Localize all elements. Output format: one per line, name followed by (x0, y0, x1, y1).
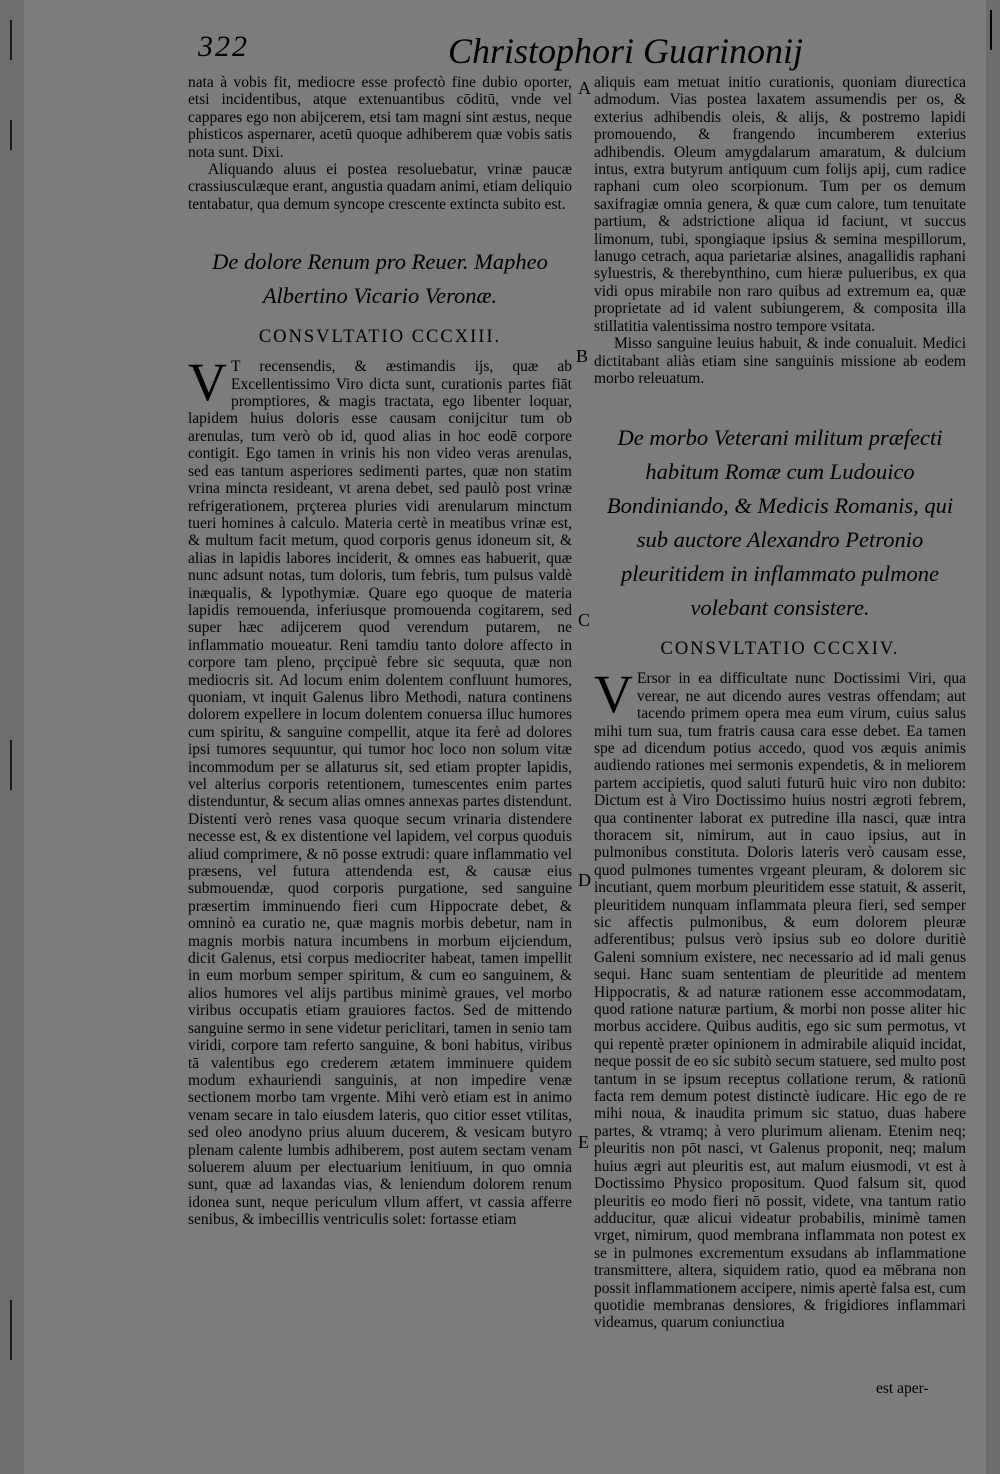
edge-mark (10, 740, 12, 790)
page-number: 322 (198, 30, 249, 63)
right-page-edge (986, 0, 1000, 1474)
margin-letter-b: B (576, 346, 589, 366)
left-column (188, 74, 572, 1229)
drop-cap: V (594, 664, 633, 725)
paragraph-aliquando: Aliquando aluus ei postea resoluebatur, vrinæ paucæ crassiusculæque erant, angustia quadam animi, etiam deliquio tentabatur, qua demum syncope crescente extincta subito est. (188, 161, 572, 213)
paragraph-misso: Misso sanguine leuius habuit, & inde conualuit. Medici dictitabant aliàs etiam sine sanguinis missione ab eodem morbo releuatum. (594, 335, 966, 387)
right-column (594, 74, 966, 1332)
edge-mark (990, 10, 992, 50)
edge-mark (10, 120, 12, 150)
margin-letter-c: C (578, 610, 591, 630)
consultatio-title-314: CONSVLTATIO CCCXIV. (660, 639, 900, 660)
margin-letter-a: A (578, 78, 591, 98)
consultatio-title-313: CONSVLTATIO CCCXIII. (258, 327, 502, 348)
catchword: est aper- (876, 1380, 929, 1397)
edge-mark (10, 1300, 12, 1360)
margin-letter-d: D (578, 870, 591, 890)
section-heading-313: De dolore Renum pro Reuer. Mapheo Albertino Vicario Veronæ. (212, 249, 548, 309)
paragraph-main: Ersor in ea difficultate nunc Doctissimi Viri, qua verear, ne aut dicendo aures vestras offendam; aut tacendo primem opera mea eum virum, cuius salus mihi tum sua, tum fratris causa cara esse debet. Ea tamen spe ad dicendum potius accedo, quod vos æquis animis audiendo rationes mei sermonis expendetis, & in meliorem partem accipietis, quod saluti futurū huic viro non dubito: Dictum est à Viro Doctissimo huius nostri ægroti febrem, qua continenter laborat ex putredine illa nasci, quæ intra thoracem sit, nimirum, aut in cauo ipsius, aut in pulmonibus constituta. Doloris lateris verò causam esse, quod pulmones tumentes vrgeant pleuram, & dolorem sic incutiant, quem morbum pleuritidem esse statuit, & asserit, pleuritidem nunquam inflammata pleura fieri, sed semper sic affectis pulmonibus, & eum dolorem pleuræ adferentibus; pulsus verò ipsius sub eo dolore duritiè Galeni somnium existere, nec necessario ad id mali genus sequi. Hanc suam sententiam de pleuritide ad mentem Hippocratis, & ad naturæ rationem esse accommodatam, quod ratione naturæ partium, & morbi non posse aliter hic morbus accidere. Quibus auditis, ego sic sum permotus, vt qui repentè præter opinionem in admirabile aliquid incidat, neque possit de eo sic subitò secum statuere, sed multo post tantum in se ipsum receptus collatione rerum, & rationū facta rem demum potest distinctè iudicare. Hic ego de re mihi noua, & inaudita primum sic statuo, duas habere partes, & vtramq; à vero plurimum alienam. Etenim neq; pleuritis non pōt nasci, vt Galenus proponit, neq; malum huius ægri aut pleuritis est, aut malum eiusmodi, vt est à Doctissimo Physico propositum. Quod falsum sit, quod pleuritis eo modo fieri nō possit, videte, vna tantum ratio adducitur, quæ alicui videatur probabilis, minimè tamen vrget, nimirum, quod membrana inflammata non potest ex se in pulmones excrementum exsudans ab inflammatione transmittere, altera, siquidem ratio, quod ea mēbrana non possit inflammationem accipere, nimis apertè falsa est, cum quotidie membranas densiores, & frigidiores inflammari videamus, quarum coniunctiua (594, 670, 966, 1332)
left-page-edge (0, 0, 24, 1474)
drop-cap: V (188, 352, 227, 413)
paragraph-main: T recensendis, & æstimandis ijs, quæ ab Excellentissimo Viro dicta sunt, curationis partes fiāt promptiores, & magis tractata, ego libenter loquar, lapidem huius doloris esse causam conijcitur tum ob arenulas, tum verò ob id, quod alias in hoc eodē corpore contigit. Ego tamen in vrinis his non video veras arenulas, sed eas tantum asperiores sedimenti partes, quæ non statim vrina mincta resideant, vt arena debet, sed paulò post vrinæ refrigerationem, prçterea pluries vidi arenularum minctum tueri homines à calculo. Materia certè in meatibus vrinæ est, & multum facit metum, quod corporis genus idoneum sit, & alias in lapidis labores inciderit, & omnes eas habuerit, quæ nunc adsunt notas, tum doloris, tum febris, tum pulsus valdè inæqualis, & lypothymiæ. Quare ego quoque de materia lapidis remouenda, inferiusque promouenda cogitarem, sed super hæc adijcerem quod verendum putarem, ne inflammatio moueatur. Reni tamdiu tanto dolore affecto in corpore tam pleno, prçcipuè febre sic sequuta, quæ non mediocris sit. Ad locum enim dolentem confluunt humores, quoniam, vt inquit Galenus libro Methodi, natura continens dolorem expellere in locum dolentem conuersa illuc humores cum spiritu, & sanguine compellit, atque ita ferè ad dolores ipsi tumores sequuntur, qui tumor hoc loco non solum vitæ incommodum per se allaturus sit, sed etiam propter lapidis, vel alterius corporis retentionem, tumescentes enim partes distenduntur, & secum alias omnes annexas partes distendunt. Distenti verò renes vasa quoque secum vrinaria distendere necesse est, & ex distentione vel lapidem, vel corpus quoduis aliud comprimere, & nō posse extrudi: quare inflammatio vel præsens, vel futura attendenda est, & causæ eius submouendæ, quod corporis purgatione, sed sanguine præsertim imminuendo fieri cum Hippocrate debet, & omninò ea curatio ne, quæ magnis morbis debetur, nam in magnis morbis natura incumbens in morbum eijciendum, dicit Galenus, etsi corpus mediocriter habeat, tamen impellit in eum morbum semper spiritum, & cum eo sanguinem, & alios humores vel alijs partibus minimè graues, vel morbo viribus occupatis etiam grauiores factos. Sed de mittendo sanguine sermo in sene videtur periclitari, tamen in senio tam viridi, corpore tam referto sanguine, & boni habitus, viribus tā valentibus ego crederem ætatem imminuere quidem modum exhauriendi sanguinis, at non impedire venæ sectionem morbo tam vrgente. Mihi verò etiam est in animo venam secare in talo eiusdem lateris, quo citior esset vtilitas, sed oleo anodyno prius aluum ducerem, & vesicam butyro plenam calente lumbis adhiberem, post autem sectam venam soluerem aluum per electuarium lenitiuum, in quo omnia sunt, quæ ad laxandas vias, & leniendum dolorem renum idonea sunt, neque periculum vllum affert, vt cassia afferre senibus, & imbecillis ventriculis solet: fortasse etiam (188, 358, 572, 1229)
paragraph-intro: nata à vobis fit, mediocre esse profectò fine dubio oporter, etsi incidentibus, atque extenuantibus cōditū, vnde vel cappares ego non abijcerem, etsi tam magni sint æstus, neque phisticos aspernarer, acetū quoque adhiberem quæ vobis satis nota sunt. Dixi. (188, 74, 572, 161)
consultatio-314-body (594, 664, 966, 1332)
edge-mark (10, 20, 12, 60)
running-title: Christophori Guarinonij (448, 31, 804, 71)
section-heading-314: De morbo Veterani militum præfecti habitum Romæ cum Ludouico Bondiniando, & Medicis Romanis, qui sub auctore Alexandro Petronio pleuritidem in inflammato pulmone volebant consistere. (606, 425, 954, 621)
paragraph-continued: aliquis eam metuat initio curationis, quoniam diurectica admodum. Vias postea laxatem assumendis per os, & exterius adhibendis oleis, & alijs, & postremo lapidi promouendo, & frangendo incumberem exterius adhibendis. Oleum amygdalarum amaratum, & dulcium intus, extra butyrum antiquum cum folijs apij, cum radice raphani cum oleo scorpionum. Tum per os demum saxifragiæ omnia genera, & quæ cum calore, tum tenuitate partium, & adstrictione aliqua id faciunt, vt succus limonum, tubi, spongiaque ipsius & semina mespillorum, lanugo cetrach, aqua parietariæ alsines, anagallidis raphani syluestris, & therebynthino, cum hieræ pulueribus, ex qua vidi opus mirabile non raro quibus ad extremum ea, quæ proprietate ad id valent subiungerem, & composita illa stillatitia valentissima nostro tempore vsitata. (594, 74, 966, 335)
consultatio-313-body (188, 352, 572, 1229)
margin-letter-e: E (578, 1132, 589, 1152)
